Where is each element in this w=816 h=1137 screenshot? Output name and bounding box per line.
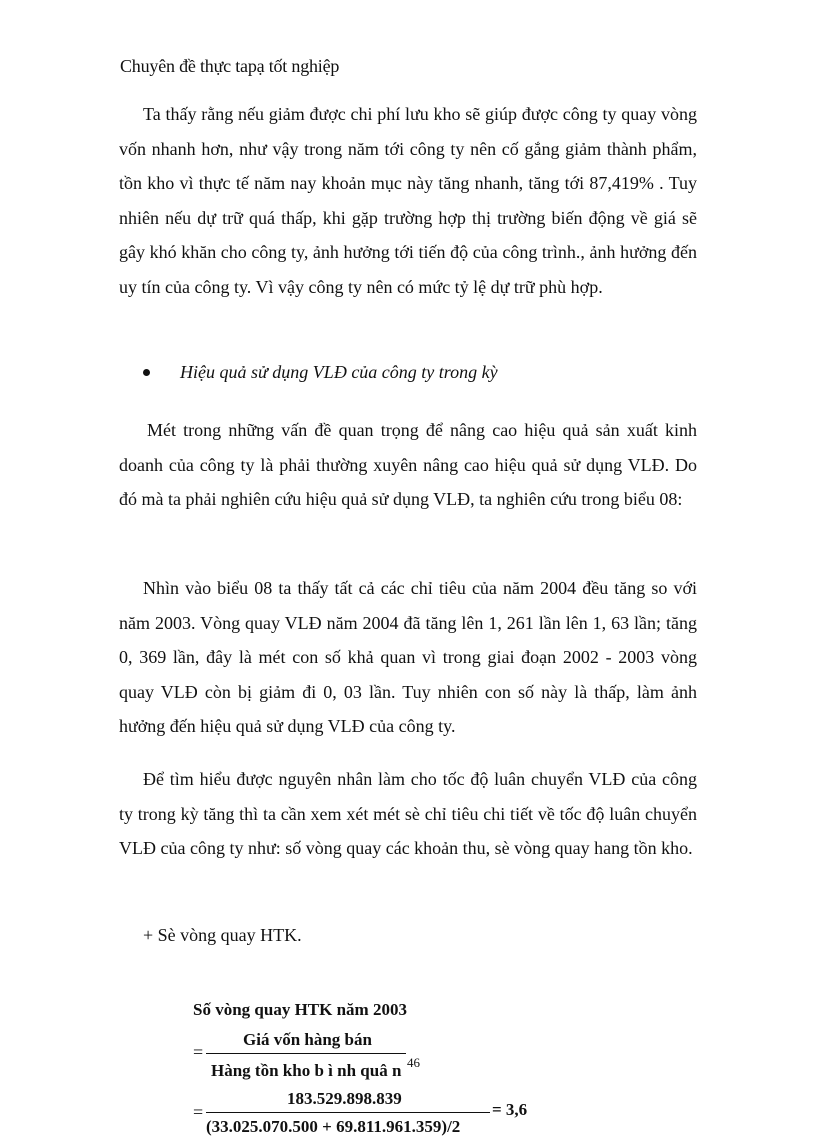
page-header: Chuyên đề thực tapạ tốt nghiệp	[120, 56, 340, 76]
formula-denominator-label: Hàng tồn kho b ì nh quâ n	[211, 1061, 402, 1080]
bullet-dot-icon	[143, 369, 150, 376]
formula-title: Số vòng quay HTK năm 2003	[193, 1000, 407, 1019]
fraction-bar-2	[206, 1112, 490, 1113]
paragraph-cause-analysis: Để tìm hiểu được nguyên nhân làm cho tốc độ luân chuyển VLĐ của công ty trong kỳ tăng thì ta cần xem xét mét sè chỉ tiêu chi tiết về tốc độ luân chuyển VLĐ của công ty như: số vòng quay các khoản thu, sè vòng quay hang tồn kho.	[119, 769, 697, 858]
bullet-heading: Hiệu quả sử dụng VLĐ của công ty trong kỳ	[180, 362, 498, 382]
fraction-bar-1	[206, 1053, 406, 1054]
subheading-inventory-turnover: + Sè vòng quay HTK.	[143, 925, 302, 945]
equals-sign-2: =	[193, 1102, 204, 1122]
formula-result: = 3,6	[492, 1100, 528, 1119]
formula-denominator-value: (33.025.070.500 + 69.811.961.359)/2	[206, 1117, 461, 1136]
paragraph-inventory-cost: Ta thấy rằng nếu giảm được chi phí lưu kho sẽ giúp được công ty quay vòng vốn nhanh hơn, như vậy trong năm tới công ty nên cố gắng giảm thành phẩm, tồn kho vì thực tế năm nay khoản mục này tăng nhanh, tăng tới 87,419% . Tuy nhiên nếu dự trữ quá thấp, khi gặp trường hợp thị trường biến động về giá sẽ gây khó khăn cho công ty, ảnh hưởng tới tiến độ của công trình., ảnh hưởng đến uy tín của công ty. Vì vậy công ty nên có mức tỷ lệ dự trữ phù hợp.	[119, 104, 697, 297]
paragraph-efficiency-intro: Mét trong những vấn đề quan trọng để nâng cao hiệu quả sản xuất kinh doanh của công ty là phải thường xuyên nâng cao hiệu quả sử dụng VLĐ. Do đó mà ta phải nghiên cứu hiệu quả sử dụng VLĐ, ta nghiên cứu trong biểu 08:	[119, 420, 697, 509]
formula-numerator-value: 183.529.898.839	[287, 1089, 402, 1108]
formula-numerator-label: Giá vốn hàng bán	[243, 1030, 372, 1049]
paragraph-table-analysis: Nhìn vào biểu 08 ta thấy tất cả các chỉ tiêu của năm 2004 đều tăng so với năm 2003. Vòng quay VLĐ năm 2004 đã tăng lên 1, 261 lần lên 1, 63 lần; tăng 0, 369 lần, đây là mét con số khả quan vì trong giai đoạn 2002 - 2003 vòng quay VLĐ còn bị giảm đi 0, 03 lần. Tuy nhiên con số này là thấp, làm ảnh hưởng đến hiệu quả sử dụng VLĐ của công ty.	[119, 578, 697, 736]
equals-sign-1: =	[193, 1042, 204, 1062]
footnote-marker: 46	[407, 1055, 420, 1070]
bullet-item	[143, 362, 498, 383]
